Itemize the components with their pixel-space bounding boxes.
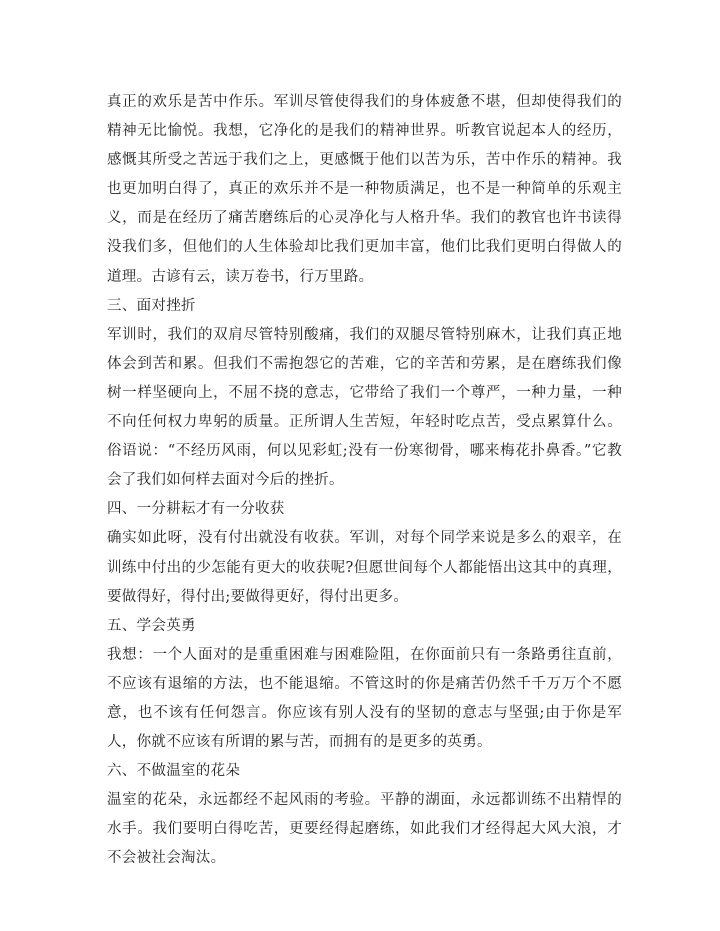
paragraph-effort-reward: 确实如此呀，没有付出就没有收获。军训，对每个同学来说是多么的艰辛，在训练中付出的少怎能有更大的收获呢?但愿世间每个人都能悟出这其中的真理，要做得好，得付出;要做得更好，得付出更多。: [107, 530, 622, 605]
section-heading-effort-reward: 四、一分耕耘才有一分收获: [107, 501, 285, 518]
paragraph-true-joy: 真正的欢乐是苦中作乐。军训尽管使得我们的身体疲惫不堪，但却使得我们的精神无比愉悦。我想，它净化的是我们的精神世界。听教官说起本人的经历，感慨其所受之苦远于我们之上，更感慨于他们以苦为乐，苦中作乐的精神。我也更加明白得了，真正的欢乐并不是一种物质满足，也不是一种简单的乐观主义，而是在经历了痛苦磨练后的心灵净化与人格升华。我们的教官也许书读得没我们多，但他们的人生体验却比我们更加丰富，他们比我们更明白得做人的道理。古谚有云，读万卷书，行万里路。: [107, 94, 622, 285]
paragraph-learn-bravery: 我想：一个人面对的是重重困难与困难险阻，在你面前只有一条路勇往直前，不应该有退缩的方法，也不能退缩。不管这时的你是痛苦仍然千千万万个不愿意，也不该有任何怨言。你应该有别人没有的坚韧的意志与坚强;由于你是军人，你就不应该有所谓的累与苦，而拥有的是更多的英勇。: [107, 646, 622, 751]
section-heading-not-greenhouse-flower: 六、不做温室的花朵: [107, 763, 241, 780]
section-heading-face-setbacks: 三、面对挫折: [107, 297, 196, 314]
paragraph-not-greenhouse-flower: 温室的花朵，永远都经不起风雨的考验。平静的湖面，永远都训练不出精悍的水手。我们要明白得吃苦，更要经得起磨练，如此我们才经得起大风大浪，才不会被社会淘汰。: [107, 792, 622, 867]
section-heading-learn-bravery: 五、学会英勇: [107, 617, 196, 634]
document-page: [107, 88, 622, 874]
paragraph-face-setbacks: 军训时，我们的双肩尽管特别酸痛，我们的双腿尽管特别麻木，让我们真正地体会到苦和累。但我们不需抱怨它的苦难，它的辛苦和劳累，是在磨练我们像树一样坚硬向上，不屈不挠的意志，它带给了我们一个尊严，一种力量，一种不向任何权力卑躬的质量。正所谓人生苦短，年轻时吃点苦，受点累算什么。俗语说：“不经历风雨，何以见彩虹;没有一份寒彻骨，哪来梅花扑鼻香。”它教会了我们如何样去面对今后的挫折。: [107, 326, 622, 489]
